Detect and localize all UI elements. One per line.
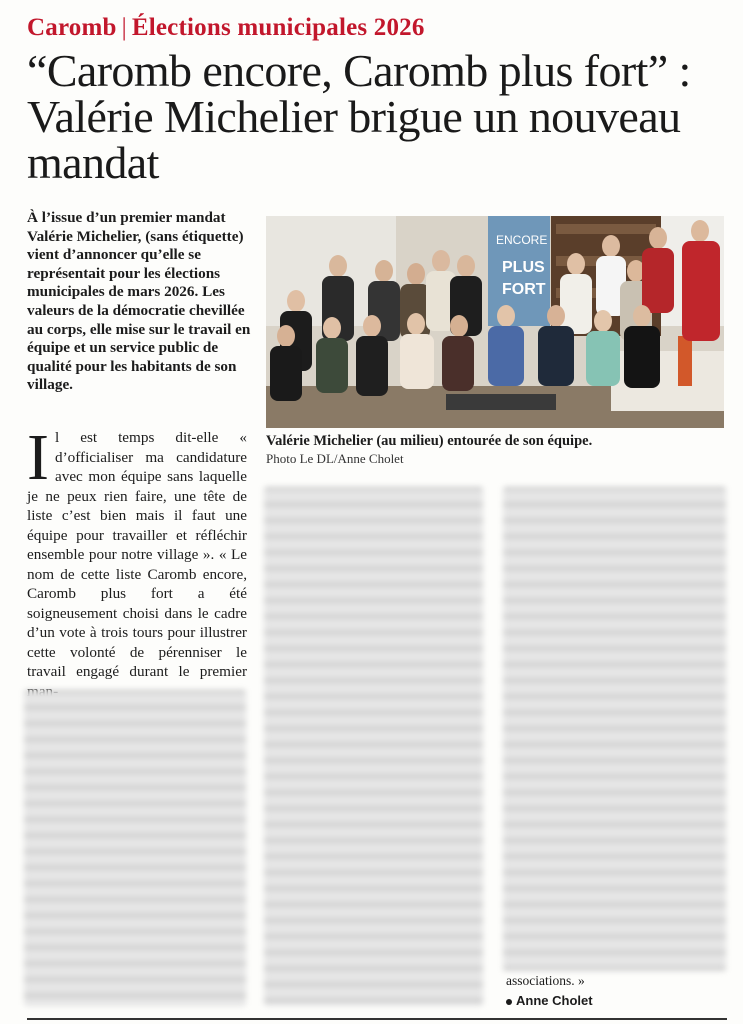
banner-line-2: PLUS bbox=[502, 259, 545, 276]
blurred-text-column-2 bbox=[264, 487, 483, 1006]
caption-main: Valérie Michelier (au milieu) entourée de son équipe. bbox=[266, 433, 593, 449]
bullet-icon bbox=[506, 999, 512, 1005]
article-lede: À l’issue d’un premier mandat Valérie Michelier, (sans étiquette) vient d’annoncer qu’elle se représentait pour les élections municipales de mars 2026. Les valeurs de la démocratie chevillée au corps, elle mise sur le travail en équipe et un service public de qualité pour les habitants de son village. bbox=[27, 209, 251, 394]
team-photo bbox=[266, 216, 724, 428]
article-headline: “Caromb encore, Caromb plus fort” : Valérie Michelier brigue un nouveau mandat bbox=[27, 45, 691, 188]
caption-credit: Photo Le DL/Anne Cholet bbox=[266, 451, 404, 466]
blurred-text-column-1 bbox=[24, 690, 246, 1006]
rubric-town: Caromb bbox=[27, 14, 117, 41]
article-ending: associations. » bbox=[506, 973, 585, 988]
banner-line-3: FORT bbox=[502, 281, 546, 298]
article-rubric bbox=[27, 14, 425, 42]
article-body bbox=[27, 421, 247, 701]
rubric-section: Élections municipales 2026 bbox=[131, 14, 425, 41]
author-name: Anne Cholet bbox=[516, 993, 593, 1008]
photo-caption bbox=[266, 432, 726, 468]
banner-line-1: ENCORE bbox=[496, 233, 548, 247]
bottom-rule bbox=[27, 1018, 727, 1020]
team-photo-illustration bbox=[266, 216, 724, 428]
rubric-separator: | bbox=[121, 14, 127, 41]
drop-cap: I bbox=[27, 421, 49, 494]
blurred-text-column-3 bbox=[503, 487, 726, 971]
article-author bbox=[506, 993, 593, 1008]
article-body-text: l est temps dit-elle « d’officialiser ma candidature avec mon équipe sans laquelle je ne peux rien faire, une tête de liste c’est bien mais il faut une équipe pour travailler et réfléchir ensemble pour notre village ». « Le nom de cette liste Caromb encore, Caromb plus fort a été soigneusement choisi dans le cadre d’un vote à trois tours pour illustrer cette volonté de pérenniser le travail engagé durant le premier bbox=[27, 429, 247, 680]
